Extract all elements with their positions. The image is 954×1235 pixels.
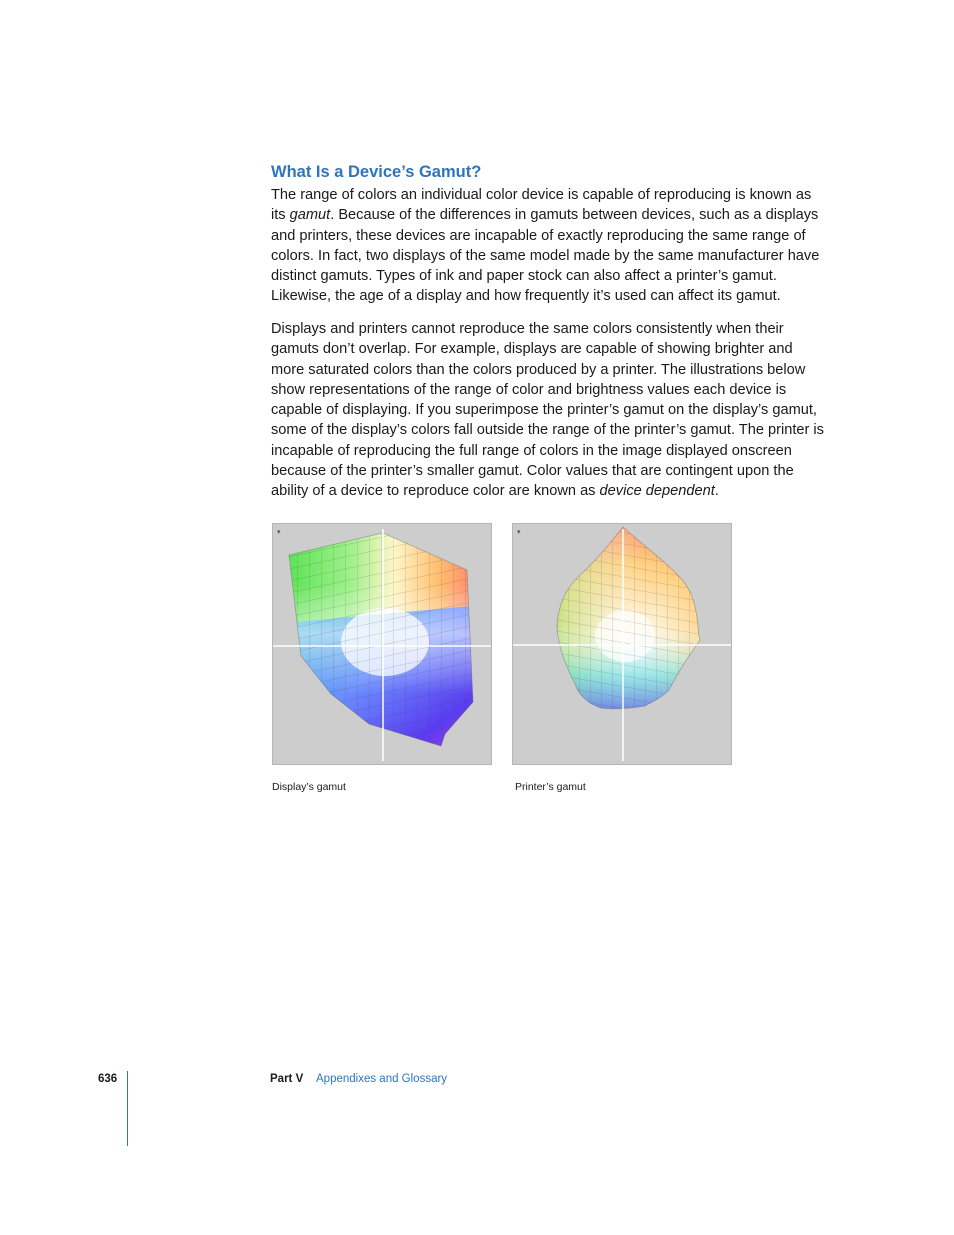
printer-gamut-plot — [513, 524, 732, 765]
expand-triangle-icon: ▾ — [277, 528, 281, 536]
footer-part-title: Appendixes and Glossary — [316, 1073, 448, 1085]
para1-text-b: . Because of the differences in gamuts between devices, such as a displays and printers, these devices are incapable of exactly reproducing the same range of colors. In fact, two displays of the same model made by the same manufacturer have distinct gamuts. Types of ink and paper stock can also affect a printer’s gamut. Likewise, the age of a display and how frequently it’s used can affect its gamut. — [271, 207, 820, 305]
display-gamut-plot — [273, 524, 492, 765]
para2-text-b: . — [714, 483, 719, 500]
display-gamut-figure — [272, 523, 492, 765]
body-paragraph-1 — [271, 185, 827, 307]
footer-divider — [127, 1071, 128, 1146]
footer-part-label: Part V — [270, 1073, 304, 1085]
body-paragraph-2 — [271, 319, 827, 502]
term-device-dependent: device dependent — [599, 483, 715, 500]
term-gamut: gamut — [289, 207, 331, 224]
printer-gamut-figure — [512, 523, 732, 765]
section-heading: What Is a Device’s Gamut? — [271, 163, 482, 181]
figure-caption-printer: Printer’s gamut — [515, 781, 586, 793]
para1-text-a: The range of colors an individual color device is capable of reproducing is known as its — [271, 187, 812, 224]
expand-triangle-icon: ▾ — [517, 528, 521, 536]
page-number: 636 — [98, 1073, 118, 1085]
figure-caption-display: Display’s gamut — [272, 781, 346, 793]
para2-text-a: Displays and printers cannot reproduce the same colors consistently when their gamuts don’t overlap. For example, displays are capable of showing brighter and more saturated colors than the colors produced by a printer. The illustrations below show representations of the range of color and brightness values each device is capable of displaying. If you superimpose the printer’s gamut on the display’s gamut, some of the display’s colors fall outside the range of the printer’s gamut. The printer is incapable of reproducing the full range of colors in the image displayed onscreen because of the printer’s smaller gamut. Color values that are contingent upon the ability of a device to reproduce color are known as — [271, 321, 824, 500]
